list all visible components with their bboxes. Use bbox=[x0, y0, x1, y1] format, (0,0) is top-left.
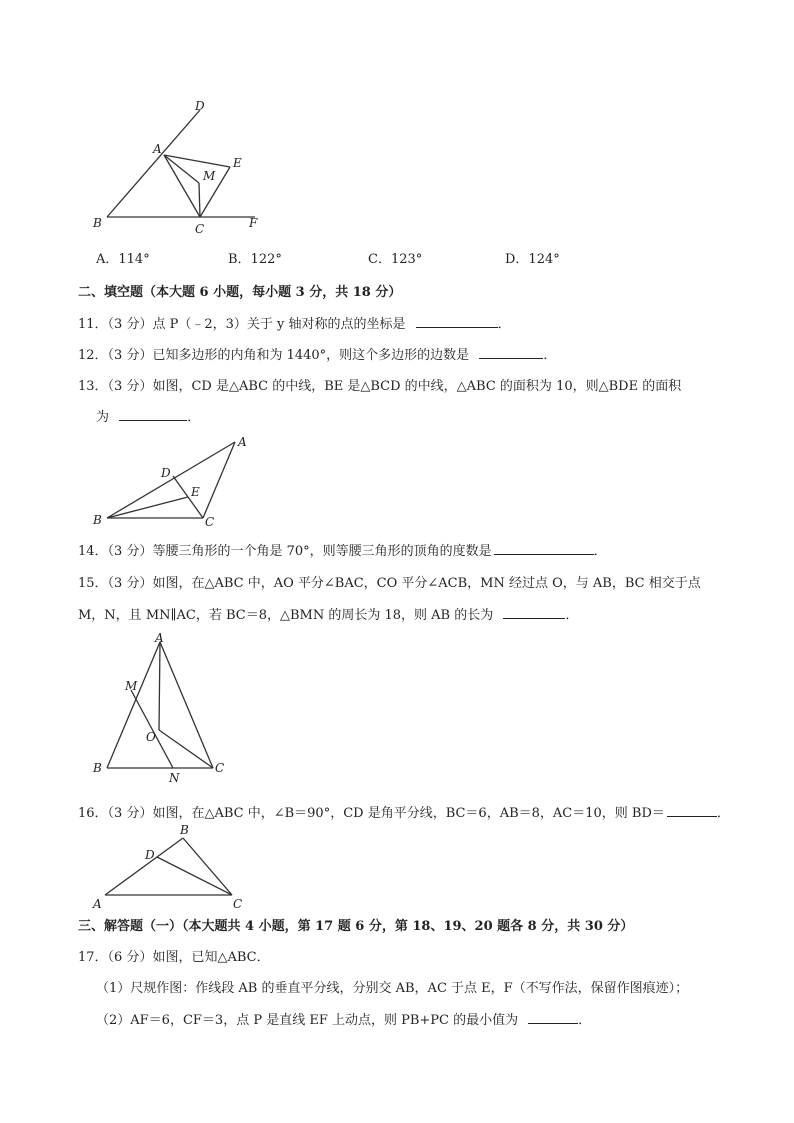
q16-answer-blank[interactable] bbox=[667, 804, 717, 817]
figure-q15 bbox=[85, 630, 245, 785]
line-ac bbox=[164, 155, 200, 217]
q17-part2-text: （2）AF＝6，CF＝3，点 P 是直线 EF 上动点，则 PB+PC 的最小值为 bbox=[96, 1013, 519, 1028]
q15-answer-blank[interactable] bbox=[503, 606, 565, 619]
label-a: A bbox=[93, 897, 102, 910]
figure-q16 bbox=[85, 820, 250, 910]
section3-header: 三、解答题（一）（本大题共 4 小题，第 17 题 6 分，第 18、19、20 题各 8 分，共 30 分） bbox=[78, 919, 634, 934]
question-13-line1: 13．（3 分）如图，CD 是△ABC 的中线，BE 是△BCD 的中线，△ABC 的面积为 10，则△BDE 的面积 bbox=[78, 379, 682, 394]
q14-answer-blank[interactable] bbox=[494, 542, 594, 555]
label-o: O bbox=[146, 730, 156, 744]
line-bd bbox=[107, 110, 200, 217]
q10-choice-a: A．114° bbox=[96, 252, 150, 267]
label-n: N bbox=[169, 771, 180, 785]
q17-answer-blank[interactable] bbox=[528, 1011, 578, 1024]
question-14 bbox=[78, 540, 607, 559]
line-ac bbox=[203, 442, 235, 518]
question-11 bbox=[78, 313, 511, 332]
q12-text: 12．（3 分）已知多边形的内角和为 1440°，则这个多边形的边数是 bbox=[78, 348, 470, 363]
label-d: D bbox=[145, 848, 155, 862]
question-15-line1: 15．（3 分）如图，在△ABC 中，AO 平分∠BAC，CO 平分∠ACB，MN 经过点 O，与 AB，BC 相交于点 bbox=[78, 576, 701, 591]
q13-answer-blank[interactable] bbox=[119, 408, 187, 421]
label-m: M bbox=[203, 169, 216, 183]
question-15-line2 bbox=[78, 604, 578, 623]
q15-line2-text: M，N，且 MN∥AC，若 BC＝8，△BMN 的周长为 18，则 AB 的长为 bbox=[78, 608, 494, 623]
q10-choice-c: C．123° bbox=[368, 252, 423, 267]
question-12 bbox=[78, 344, 556, 363]
label-m: M bbox=[125, 679, 138, 693]
question-17-part1: （1）尺规作图：作线段 AB 的垂直平分线，分别交 AB，AC 于点 E，F（不写作法，保留作图痕迹）； bbox=[96, 981, 689, 996]
q10-choice-d: D．124° bbox=[505, 252, 560, 267]
q14-text: 14．（3 分）等腰三角形的一个角是 70°，则等腰三角形的顶角的度数是 bbox=[78, 544, 492, 559]
label-b: B bbox=[180, 823, 189, 837]
label-b: B bbox=[93, 216, 102, 230]
label-c: C bbox=[205, 515, 215, 529]
line-ab bbox=[107, 642, 160, 768]
label-d: D bbox=[195, 99, 205, 113]
line-ab bbox=[105, 838, 183, 895]
section2-header: 二、填空题（本大题 6 小题，每小题 3 分，共 18 分） bbox=[78, 285, 402, 300]
label-b: B bbox=[93, 513, 102, 527]
label-a: A bbox=[155, 631, 164, 645]
question-17-line1: 17．（6 分）如图，已知△ABC． bbox=[78, 950, 270, 965]
figure-q13 bbox=[85, 432, 260, 532]
q15-tail: ． bbox=[565, 608, 579, 623]
line-bc bbox=[183, 838, 232, 895]
line-ae bbox=[164, 155, 230, 167]
line-ba bbox=[107, 442, 235, 518]
label-d: D bbox=[161, 466, 171, 480]
q16-text: 16．（3 分）如图，在△ABC 中，∠B＝90°，CD 是角平分线，BC＝6，AB＝8，AC＝10，则 BD＝ bbox=[78, 806, 665, 821]
q10-choice-b: B．122° bbox=[228, 252, 282, 267]
q11-answer-blank[interactable] bbox=[416, 315, 498, 328]
q17-tail: ． bbox=[578, 1013, 592, 1028]
figure-q10 bbox=[85, 95, 275, 240]
q12-answer-blank[interactable] bbox=[479, 346, 543, 359]
line-mc bbox=[199, 183, 200, 217]
label-a: A bbox=[153, 142, 162, 156]
q14-tail: ． bbox=[593, 544, 607, 559]
line-am bbox=[164, 155, 199, 183]
line-mn bbox=[131, 690, 173, 768]
q13-line2-text: 为 bbox=[96, 410, 110, 425]
q12-tail: ． bbox=[543, 348, 557, 363]
label-c: C bbox=[233, 897, 243, 910]
label-c: C bbox=[215, 761, 225, 775]
label-a: A bbox=[238, 435, 247, 449]
question-17-part2 bbox=[96, 1009, 591, 1028]
label-b: B bbox=[93, 761, 102, 775]
label-c: C bbox=[195, 222, 205, 236]
q13-tail: ． bbox=[187, 410, 201, 425]
line-dc bbox=[157, 857, 232, 895]
line-be bbox=[107, 497, 188, 518]
q11-tail: ． bbox=[497, 317, 511, 332]
label-e: E bbox=[191, 485, 200, 499]
question-16 bbox=[78, 802, 730, 821]
line-ao bbox=[159, 642, 160, 730]
question-13-line2 bbox=[96, 406, 200, 425]
q16-tail: ． bbox=[716, 806, 730, 821]
label-f: F bbox=[249, 216, 258, 230]
label-e: E bbox=[233, 156, 242, 170]
q11-text: 11．（3 分）点 P（﹣2，3）关于 y 轴对称的点的坐标是 bbox=[78, 317, 406, 332]
